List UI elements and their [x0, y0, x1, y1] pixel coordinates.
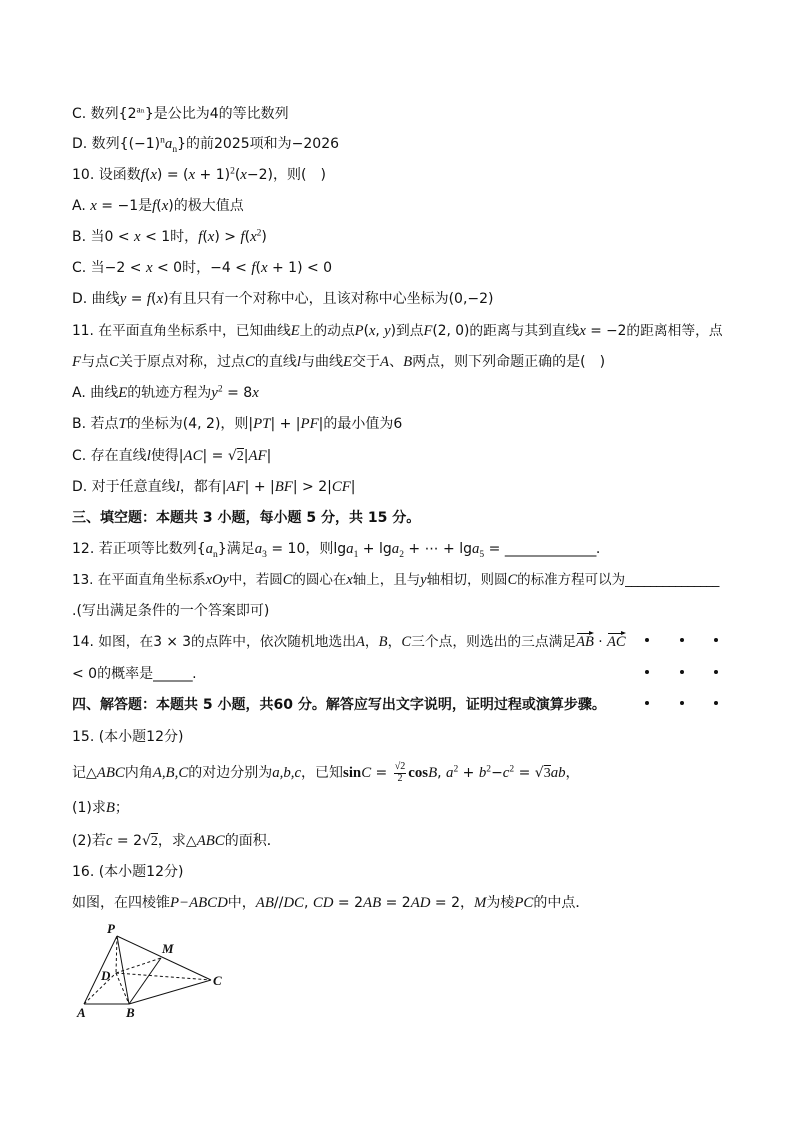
- text-run: //: [273, 895, 284, 911]
- text-run: |: [350, 479, 356, 495]
- text-run: = 2: [381, 895, 411, 911]
- math-function: sin: [343, 765, 362, 782]
- question-9-option-d: [72, 134, 339, 154]
- superscript: 2: [217, 384, 223, 395]
- superscript: 2: [230, 166, 235, 177]
- text-run: A.: [72, 198, 91, 214]
- text-run: 四、解答题：本题共 5 小题，共60 分。解答应写出文字说明，证明过程或演算步骤。: [72, 697, 606, 713]
- text-run: (: [234, 167, 241, 183]
- question-13-line-2: [72, 601, 269, 621]
- question-14-line-1: [72, 632, 626, 652]
- math-variable: x: [156, 291, 164, 307]
- text-run: .(写出满足条件的一个答案即可): [72, 603, 270, 619]
- math-variable: ab: [550, 765, 566, 782]
- math-variable: E: [342, 354, 353, 370]
- lattice-dot: [680, 701, 684, 705]
- text-run: + 1) < 0: [267, 260, 333, 276]
- lattice-dot: [714, 670, 718, 674]
- text-run: (: [255, 260, 261, 276]
- text-run: + ⋯ + lg: [403, 541, 472, 557]
- math-variable: AB: [255, 895, 274, 911]
- text-run: ,: [375, 323, 385, 339]
- text-run: 的标准方程可以为: [517, 572, 626, 588]
- math-variable: C: [244, 354, 255, 370]
- question-11-option-a: [72, 383, 259, 403]
- text-run: (: [363, 323, 369, 339]
- lattice-dot: [645, 638, 649, 642]
- section-3-heading: [72, 508, 420, 528]
- text-run: 16. (本小题12分): [72, 864, 184, 880]
- question-15-stem: [72, 762, 580, 782]
- lattice-dot: [645, 670, 649, 674]
- text-run: (: [156, 198, 162, 214]
- superscript: 2: [486, 764, 492, 775]
- question-11-stem-line-2: [72, 352, 605, 372]
- text-run: (: [244, 229, 251, 245]
- math-variable: C: [401, 634, 412, 650]
- math-variable: A,B,C: [152, 765, 189, 782]
- pyramid-figure: [0, 900, 260, 1025]
- text-run: }满足: [217, 541, 255, 557]
- math-variable: B: [378, 634, 388, 650]
- math-variable: T: [118, 416, 127, 432]
- math-variable: P: [354, 323, 364, 339]
- question-10-stem: [72, 165, 326, 185]
- text-run: + lg: [358, 541, 392, 557]
- math-variable: x: [145, 260, 153, 276]
- text-run: = 10，则lg: [266, 541, 347, 557]
- math-variable: x: [368, 323, 376, 339]
- math-variable: x: [250, 229, 257, 245]
- question-10-option-b: [72, 227, 267, 247]
- text-run: −2)，则( ): [246, 167, 326, 183]
- math-variable: ABC: [96, 765, 125, 782]
- section-4-heading: [72, 695, 606, 715]
- math-variable: E: [118, 385, 128, 401]
- text-run: = 2: [333, 895, 364, 911]
- answer-blank: ______________: [504, 541, 596, 557]
- text-run: ) >: [214, 229, 241, 245]
- math-variable: BF: [274, 479, 293, 495]
- math-variable: x: [134, 229, 141, 245]
- lattice-dot: [714, 638, 718, 642]
- math-variable: y: [119, 291, 127, 307]
- math-variable: P−ABCD: [170, 895, 228, 911]
- text-run: ，: [565, 765, 580, 782]
- subscript: 3: [262, 549, 267, 560]
- text-run: C. 存在直线: [72, 448, 147, 464]
- question-10-option-d: [72, 289, 494, 309]
- edge-pb: [117, 936, 129, 1004]
- math-variable: AF: [248, 448, 267, 464]
- question-11-option-c: [72, 446, 271, 466]
- math-variable: CF: [331, 479, 351, 495]
- math-variable: l: [146, 448, 151, 464]
- text-run: 的直线: [254, 354, 297, 370]
- text-run: = 2，: [430, 895, 475, 911]
- math-variable: x: [260, 260, 268, 276]
- edge-bc: [129, 980, 211, 1004]
- math-variable: f: [140, 167, 145, 183]
- edge-bm: [129, 958, 161, 1004]
- text-run: 15. (本小题12分): [72, 729, 184, 745]
- text-run: 中，: [227, 895, 256, 911]
- text-run: < 0时，−4 <: [152, 260, 252, 276]
- text-run: ，: [364, 634, 379, 650]
- text-run: ,: [303, 895, 313, 911]
- math-variable: a: [472, 541, 480, 557]
- math-variable: f: [240, 229, 245, 245]
- question-11-option-d: [72, 477, 356, 497]
- text-run: < 1时，: [140, 229, 199, 245]
- math-variable: a: [164, 136, 173, 152]
- text-run: (2)若: [72, 833, 106, 849]
- text-run: (: [202, 229, 208, 245]
- math-variable: B: [428, 765, 438, 782]
- text-run: |: [243, 448, 249, 464]
- vertex-label-c: C: [213, 973, 222, 988]
- math-variable: a: [254, 541, 263, 557]
- vertex-label-d: D: [101, 968, 111, 983]
- subscript: n: [213, 549, 218, 560]
- text-run: 11. 在平面直角坐标系中，已知曲线: [72, 323, 291, 339]
- vertex-label-b: B: [126, 1005, 135, 1020]
- text-run: 的圆心在: [292, 572, 347, 588]
- math-variable: x: [346, 572, 353, 588]
- text-run: |: [266, 448, 272, 464]
- math-variable: c: [105, 833, 113, 849]
- math-variable: y: [384, 323, 391, 339]
- math-variable: AC: [183, 448, 203, 464]
- math-variable: x: [240, 167, 247, 183]
- text-run: = 2√: [112, 833, 151, 849]
- text-run: 使得|: [150, 448, 184, 464]
- math-variable: a: [346, 541, 354, 557]
- math-variable: f: [152, 198, 157, 214]
- subscript: n: [172, 144, 178, 155]
- math-variable: f: [146, 291, 152, 307]
- text-run: 12. 若正项等比数列{: [72, 541, 206, 557]
- text-run: |的最小值为6: [318, 416, 403, 432]
- math-variable: ABC: [196, 833, 225, 849]
- math-variable: F: [72, 354, 82, 370]
- lattice-dot: [680, 670, 684, 674]
- lattice-dot: [714, 701, 718, 705]
- question-10-option-a: [72, 196, 244, 216]
- math-function: cos: [408, 765, 429, 782]
- edge-db-hidden: [116, 973, 129, 1004]
- text-run: ，都有|: [179, 479, 227, 495]
- text-run: 记△: [72, 765, 97, 782]
- text-run: B. 当0 <: [72, 229, 135, 245]
- text-run: = 8: [222, 385, 253, 401]
- text-run: = −1是: [96, 198, 153, 214]
- math-variable: A: [356, 634, 365, 650]
- math-variable: x: [150, 167, 157, 183]
- math-variable: B: [403, 354, 413, 370]
- text-run: | + |: [270, 416, 301, 432]
- math-variable: F: [423, 323, 433, 339]
- question-11-stem-line-1: [72, 321, 723, 341]
- text-run: 10. 设函数: [72, 167, 141, 183]
- text-run: )到点: [390, 323, 424, 339]
- text-run: .: [595, 541, 601, 557]
- text-run: ,: [437, 765, 447, 782]
- math-variable: b: [478, 765, 487, 782]
- math-variable: x: [188, 167, 196, 183]
- text-run: )的极大值点: [168, 198, 244, 214]
- text-run: 的对边分别为: [188, 765, 273, 782]
- text-run: (2, 0)的距离与其到直线: [432, 323, 580, 339]
- math-variable: l: [175, 479, 180, 495]
- math-variable: AF: [226, 479, 245, 495]
- math-variable: l: [296, 354, 301, 370]
- math-variable: x: [207, 229, 215, 245]
- text-run: .: [192, 666, 197, 682]
- text-run: 中，若圆: [228, 572, 283, 588]
- text-run: | + |: [244, 479, 275, 495]
- vertex-label-m: M: [162, 941, 174, 956]
- text-run: (: [144, 167, 151, 183]
- text-run: 轴相切，则圆: [426, 572, 508, 588]
- math-variable: C: [282, 572, 293, 588]
- math-variable: DC: [283, 895, 304, 911]
- text-run: 与点: [81, 354, 110, 370]
- vector: AC: [607, 634, 626, 650]
- text-run: 三、填空题：本题共 3 小题，每小题 5 分，共 15 分。: [72, 510, 421, 526]
- text-run: = −2的距离相等，点: [585, 323, 723, 339]
- superscript: 2: [453, 764, 459, 775]
- math-variable: B: [105, 800, 115, 816]
- math-variable: a,b,c: [272, 765, 302, 782]
- answer-blank: _______________: [625, 572, 719, 588]
- text-run: C. 当−2 <: [72, 260, 146, 276]
- fraction: [394, 762, 407, 784]
- math-variable: CD: [312, 895, 334, 911]
- radicand: 3: [543, 766, 551, 782]
- math-variable: PC: [514, 895, 534, 911]
- math-variable: C: [507, 572, 518, 588]
- edge-dc-hidden: [116, 973, 211, 980]
- text-run: < 0的概率是: [72, 666, 154, 682]
- text-run: 关于原点对称，过点: [118, 354, 245, 370]
- math-variable: E: [290, 323, 300, 339]
- vector: AB: [576, 634, 594, 650]
- text-run: ，求△: [157, 833, 197, 849]
- text-run: D. 数列{(−1): [72, 136, 161, 152]
- subscript: 1: [353, 549, 359, 560]
- text-run: D. 曲线: [72, 291, 120, 307]
- text-run: = √: [514, 765, 544, 782]
- text-run: −: [491, 765, 503, 782]
- text-run: +: [458, 765, 479, 782]
- question-15-part-1: [72, 798, 129, 818]
- text-run: B. 若点: [72, 416, 119, 432]
- text-run: 的中点．: [533, 895, 590, 911]
- math-variable: PF: [300, 416, 319, 432]
- math-variable: x: [579, 323, 586, 339]
- edge-pd-hidden: [116, 936, 117, 973]
- vertex-label-a: A: [77, 1005, 86, 1020]
- text-run: 交于: [352, 354, 381, 370]
- math-variable: y: [420, 572, 427, 588]
- question-11-option-b: [72, 414, 402, 434]
- text-run: 三个点，则选出的三点满足: [411, 634, 577, 650]
- text-run: }的前2025项和为−2026: [177, 136, 340, 152]
- math-variable: f: [251, 260, 256, 276]
- math-variable: xOy: [205, 572, 229, 588]
- text-run: )有且只有一个对称中心，且该对称中心坐标为(0,−2): [163, 291, 494, 307]
- edge-ad-hidden: [84, 973, 116, 1004]
- text-run: =: [126, 291, 147, 307]
- text-run: 、: [389, 354, 404, 370]
- math-variable: a: [391, 541, 400, 557]
- text-run: ，: [387, 634, 402, 650]
- text-run: ，已知: [301, 765, 344, 782]
- math-variable: y: [211, 385, 218, 401]
- text-run: ): [261, 229, 267, 245]
- radicand: 2: [236, 449, 244, 464]
- text-run: 两点，则下列命题正确的是( ): [412, 354, 606, 370]
- text-run: 为棱: [486, 895, 515, 911]
- math-variable: A: [380, 354, 390, 370]
- text-run: 与曲线: [300, 354, 343, 370]
- superscript: 2: [256, 228, 262, 239]
- text-run: 的面积．: [224, 833, 281, 849]
- text-run: | = √: [202, 448, 237, 464]
- math-variable: x: [252, 385, 259, 401]
- text-run: C. 数列{2: [72, 106, 137, 122]
- question-14-line-2: [72, 664, 197, 684]
- question-15-part-2: [72, 831, 281, 851]
- math-variable: C: [109, 354, 119, 370]
- subscript: 2: [399, 549, 404, 560]
- math-variable: C: [361, 765, 372, 782]
- question-16-header: [72, 862, 183, 882]
- text-run: A. 曲线: [72, 385, 119, 401]
- fraction-denominator: 2: [397, 772, 403, 784]
- text-run: 的轨迹方程为: [127, 385, 212, 401]
- text-run: 13. 在平面直角坐标系: [72, 572, 206, 588]
- math-variable: a: [205, 541, 214, 557]
- lattice-dot: [645, 701, 649, 705]
- text-run: (1)求: [72, 800, 106, 816]
- text-run: ) = (: [156, 167, 189, 183]
- text-run: 内角: [124, 765, 153, 782]
- math-variable: x: [90, 198, 97, 214]
- question-10-option-c: [72, 258, 332, 278]
- edge-dm-hidden: [116, 958, 161, 973]
- question-13-line-1: [72, 570, 719, 590]
- superscript: n: [160, 135, 165, 146]
- question-15-header: [72, 727, 183, 747]
- math-variable: x: [161, 198, 169, 214]
- text-run: 上的动点: [299, 323, 355, 339]
- text-run: 14. 如图，在3 × 3的点阵中，依次随机地选出: [72, 634, 356, 650]
- math-variable: PT: [253, 416, 271, 432]
- text-run: 如图，在四棱锥: [72, 895, 170, 911]
- math-variable: AB: [363, 895, 382, 911]
- radicand: 2: [150, 834, 158, 849]
- text-run: 轴上，且与: [352, 572, 421, 588]
- text-run: 的坐标为(4, 2)，则|: [126, 416, 254, 432]
- superscript: aₙ: [136, 105, 145, 116]
- text-run: | > 2|: [292, 479, 332, 495]
- answer-blank: ______: [153, 666, 193, 682]
- question-12: [72, 539, 600, 559]
- math-variable: f: [198, 229, 203, 245]
- subscript: 5: [479, 549, 485, 560]
- text-run: ·: [593, 634, 607, 650]
- text-run: =: [371, 765, 392, 782]
- fraction-numerator: √2: [394, 761, 406, 772]
- text-run: (: [151, 291, 157, 307]
- math-variable: M: [474, 895, 487, 911]
- text-run: }是公比为4的等比数列: [144, 106, 289, 122]
- text-run: + 1): [195, 167, 231, 183]
- math-variable: AD: [410, 895, 431, 911]
- text-run: D. 对于任意直线: [72, 479, 176, 495]
- superscript: 2: [509, 764, 515, 775]
- text-run: ；: [114, 800, 129, 816]
- text-run: =: [484, 541, 505, 557]
- question-9-option-c: [72, 104, 289, 124]
- lattice-dot: [680, 638, 684, 642]
- math-variable: a: [446, 765, 454, 782]
- vertex-label-p: P: [107, 921, 115, 936]
- math-variable: c: [502, 765, 510, 782]
